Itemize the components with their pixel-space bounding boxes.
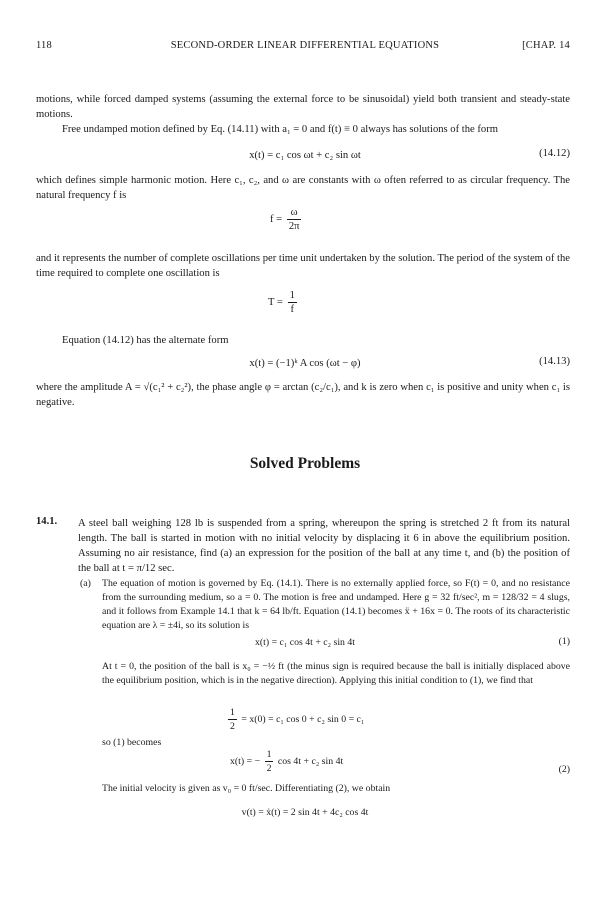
equation-label-14-12: (14.12) (539, 148, 570, 159)
paragraph-period: and it represents the number of complete oscillations per time unit undertaken by the solution. The period of the system of the time required to complete one oscillation is (36, 253, 570, 279)
problem-number: 14.1. (36, 516, 58, 527)
eq-initial-rest: = x(0) = c₁ cos 0 + c₂ sin 0 = c₁ (241, 713, 365, 725)
fraction-numerator: 1 (289, 290, 295, 301)
fraction-denominator: 2π (288, 221, 300, 232)
page-number: 118 (36, 40, 52, 51)
paragraph-free-undamped: Free undamped motion defined by Eq. (14.11) with a₁ = 0 and f(t) ≡ 0 always has solutions of the form (62, 124, 498, 135)
paragraph-amplitude: where the amplitude A = √(c₁² + c₂²), the phase angle φ = arctan (c₂/c₁), and k is zero when c₁ is positive and unity when c₁ is negative. (36, 382, 570, 408)
solution-text-becomes: so (1) becomes (102, 737, 162, 748)
equation-label-14-13: (14.13) (539, 356, 570, 367)
equation-2 (230, 748, 343, 775)
equation-velocity: v(t) = ẋ(t) = 2 sin 4t + 4c₂ cos 4t (241, 807, 369, 818)
chapter-label: [CHAP. 14 (522, 40, 570, 51)
fraction-one-half (265, 748, 274, 775)
equation-14-13: x(t) = (−1)ᵏ A cos (ωt − φ) (249, 358, 361, 369)
part-a-label: (a) (80, 578, 91, 589)
eq-2-rest: cos 4t + c₂ sin 4t (277, 755, 344, 767)
fraction-numerator: 1 (266, 749, 272, 760)
equation-label-1: (1) (558, 636, 570, 647)
solution-paragraph-velocity: The initial velocity is given as v₀ = 0 ft/sec. Differentiating (2), we obtain (102, 783, 391, 794)
paragraph-simple-harmonic: which defines simple harmonic motion. Here c₁, c₂, and ω are constants with ω often referred to as circular frequency. The natural frequency f is (36, 175, 570, 201)
eq-f-lhs: f = (270, 213, 283, 225)
equation-1: x(t) = c₁ cos 4t + c₂ sin 4t (254, 637, 356, 648)
paragraph-alternate-form: Equation (14.12) has the alternate form (62, 335, 229, 346)
equation-period (268, 289, 299, 316)
equation-initial-position (226, 706, 364, 733)
solution-paragraph-2: At t = 0, the position of the ball is x₀ = −½ ft (the minus sign is required because the ball is initially displaced above the equilibrium position, which is in the negative direction). Applying this initial condition to (1), we find that (102, 661, 570, 686)
fraction-numerator: ω (287, 206, 302, 220)
solution-paragraph-1: The equation of motion is governed by Eq. (14.1). There is no externally applied force, so F(t) = 0, and no resistance from the surrounding medium, so a = 0. The motion is free and undamped. Here g = 32 ft/sec², m = 128/32 = 4 slugs, and it follows from Example 14.1 that k = 64 lb/ft. Equation (14.1) becomes ẍ + 16x = 0. The roots of its characteristic equation are λ = ±4i, so its solution is (102, 578, 570, 631)
equation-natural-frequency (270, 206, 303, 233)
running-title: SECOND-ORDER LINEAR DIFFERENTIAL EQUATIONS (170, 40, 440, 51)
fraction-numerator: 1 (230, 707, 235, 718)
fraction-one-half (228, 706, 237, 733)
eq-t-lhs: T = (268, 296, 283, 308)
problem-statement: A steel ball weighing 128 lb is suspended from a spring, whereupon the spring is stretched 2 ft from its natural length. The ball is started in motion with no initial velocity by displacing it 6 in above the equilibrium position. Assuming no air resistance, find (a) an expression for the position of the ball at any time t, and (b) the position of the ball at t = π/12 sec. (78, 518, 570, 574)
fraction-omega-2pi (287, 206, 302, 233)
fraction-denominator: 2 (230, 721, 235, 732)
fraction-denominator: f (290, 304, 294, 315)
paragraph-motions: motions, while forced damped systems (assuming the external force to be sinusoidal) yield both transient and steady-state motions. (36, 94, 570, 120)
fraction-denominator: 2 (266, 763, 272, 774)
fraction-one-over-f (288, 289, 297, 316)
equation-label-2: (2) (558, 764, 570, 775)
section-heading: Solved Problems (249, 455, 361, 472)
equation-14-12: x(t) = c₁ cos ωt + c₂ sin ωt (249, 150, 361, 161)
eq-2-lhs: x(t) = − (230, 755, 261, 767)
